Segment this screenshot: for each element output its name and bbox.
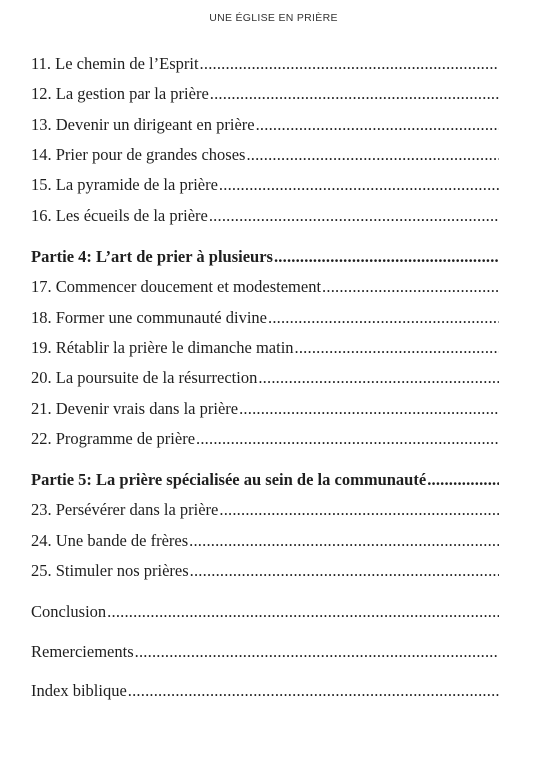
toc-entry-label: 17. Commencer doucement et modestement [31, 277, 322, 296]
toc-entry-19 [31, 338, 499, 362]
toc-entry-12 [31, 84, 499, 108]
toc-entry-22 [31, 429, 499, 453]
toc-entry-label: 25. Stimuler nos prières [31, 561, 189, 580]
toc-entry-11 [31, 54, 499, 78]
toc-entry-label: Index biblique [31, 681, 127, 700]
dot-leader [210, 84, 499, 104]
toc-entry-label: 24. Une bande de frères [31, 531, 189, 550]
toc-entry-label: Conclusion [31, 602, 107, 621]
dot-leader [239, 399, 499, 419]
dot-leader [189, 531, 499, 551]
running-head: UNE ÉGLISE EN PRIÈRE [209, 12, 338, 24]
toc-entry-label: 18. Former une communauté divine [31, 308, 267, 327]
toc-entry-remerciements [31, 642, 499, 666]
toc-entry-13 [31, 115, 499, 139]
dot-leader [219, 500, 499, 520]
toc-entry-20 [31, 368, 499, 392]
toc-part-5 [31, 470, 499, 494]
toc-entry-24 [31, 531, 499, 555]
dot-leader [256, 115, 499, 135]
toc-entry-index-biblique [31, 681, 499, 705]
toc-part-4 [31, 247, 499, 271]
toc-entry-label: 14. Prier pour de grandes choses [31, 145, 246, 164]
toc-entry-label: 13. Devenir un dirigeant en prière [31, 115, 255, 134]
toc-entry-14 [31, 145, 499, 169]
dot-leader [427, 470, 499, 490]
dot-leader [258, 368, 499, 388]
toc-entry-label: Remerciements [31, 642, 134, 661]
dot-leader [274, 247, 499, 267]
dot-leader [128, 681, 499, 701]
toc-part-label: Partie 5: La prière spécialisée au sein de la communauté [31, 470, 427, 489]
toc-entry-label: 20. La poursuite de la résurrection [31, 368, 258, 387]
dot-leader [200, 54, 499, 74]
dot-leader [107, 602, 499, 622]
toc-entry-conclusion [31, 602, 499, 626]
toc-entry-17 [31, 277, 499, 301]
dot-leader [219, 175, 499, 195]
toc-entry-label: 15. La pyramide de la prière [31, 175, 218, 194]
dot-leader [190, 561, 499, 581]
toc-entry-15 [31, 175, 499, 199]
toc-part-label: Partie 4: L’art de prier à plusieurs [31, 247, 273, 266]
toc-entry-label: 11. Le chemin de l’Esprit [31, 54, 199, 73]
toc-entry-label: 12. La gestion par la prière [31, 84, 209, 103]
dot-leader [295, 338, 499, 358]
toc-entry-18 [31, 308, 499, 332]
toc-entry-label: 22. Programme de prière [31, 429, 196, 448]
dot-leader [246, 145, 499, 165]
dot-leader [135, 642, 499, 662]
dot-leader [268, 308, 499, 328]
toc-entry-23 [31, 500, 499, 524]
toc-entry-16 [31, 206, 499, 230]
toc-entry-label: 16. Les écueils de la prière [31, 206, 208, 225]
toc-entry-label: 21. Devenir vrais dans la prière [31, 399, 239, 418]
toc-entry-label: 19. Rétablir la prière le dimanche matin [31, 338, 294, 357]
toc-entry-21 [31, 399, 499, 423]
dot-leader [209, 206, 499, 226]
dot-leader [322, 277, 499, 297]
toc-entry-25 [31, 561, 499, 585]
dot-leader [196, 429, 499, 449]
toc-entry-label: 23. Persévérer dans la prière [31, 500, 219, 519]
